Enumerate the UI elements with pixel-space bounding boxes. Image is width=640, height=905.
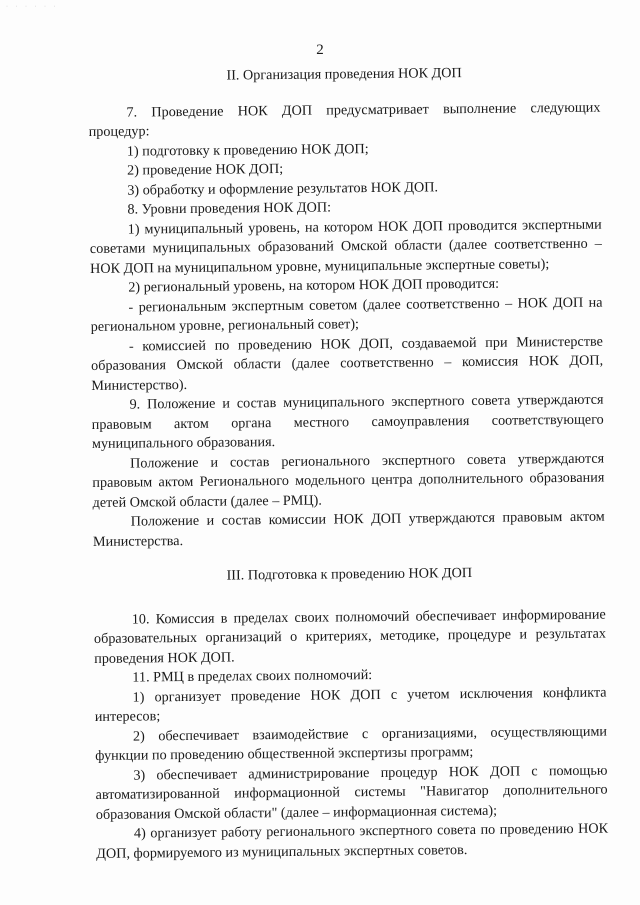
paragraph-11: 11. РМЦ в пределах своих полномочий: xyxy=(132,667,373,686)
list-item: 2) обеспечивает взаимодействие с организациями, осуществляющими функции по проведению общественной экспертизы программ; xyxy=(95,723,608,764)
list-item: 2) проведение НОК ДОП; xyxy=(126,160,284,179)
paragraph-7: 7. Проведение НОК ДОП предусматривает выполнение следующих процедур: xyxy=(88,99,601,140)
list-item: 3) обеспечивает администрирование процедур НОК ДОП с помощью автоматизированной информационной системы "Навигатор дополнительного образования Омской области" (далее – информационная система); xyxy=(95,762,608,823)
paragraph: Положение и состав комиссии НОК ДОП утверждаются правовым актом Министерства. xyxy=(92,508,605,550)
list-item: 2) региональный уровень, на котором НОК ДОП проводится: xyxy=(128,275,500,296)
list-item: 1) организует проведение НОК ДОП с учетом исключения конфликта интересов; xyxy=(94,684,607,725)
document-body xyxy=(88,63,608,864)
paragraph-8: 8. Уровни проведения НОК ДОП: xyxy=(127,199,332,218)
section-heading-3: III. Подготовка к проведению НОК ДОП xyxy=(226,565,473,584)
list-item: - комиссией по проведению НОК ДОП, создаваемой при Министерстве образования Омской области (далее соответственно – комиссия НОК ДОП, Министерство). xyxy=(91,333,604,394)
section-heading-2: II. Организация проведения НОК ДОП xyxy=(226,65,462,84)
paragraph: Положение и состав регионального экспертного совета утверждаются правовым актом Регионального модельного центра дополнительного образования детей Омской области (далее – РМЦ). xyxy=(92,450,605,511)
paragraph-9: 9. Положение и состав муниципального экспертного совета утверждаются правовым актом органа местного самоуправления соответствующего муниципального образования. xyxy=(91,391,604,452)
page-number: 2 xyxy=(316,42,324,58)
list-item: 1) подготовку к проведению НОК ДОП; xyxy=(126,140,369,160)
paragraph-10: 10. Комиссия в пределах своих полномочий обеспечивает информирование образовательных организаций о критериях, методике, процедуре и результатах проведения НОК ДОП. xyxy=(93,606,607,667)
list-item: - региональным экспертным советом (далее соответственно – НОК ДОП на региональном уровне, региональный совет); xyxy=(90,294,603,335)
scan-artifact: · · · · · · xyxy=(6,4,59,10)
list-item: 1) муниципальный уровень, на котором НОК ДОП проводится экспертными советами муниципальных образований Омской области (далее соответственно – НОК ДОП на муниципальном уровне, муниципальные экспертные советы); xyxy=(89,216,602,277)
list-item: 3) обработку и оформление результатов НОК ДОП. xyxy=(127,178,439,199)
list-item: 4) организует работу регионального экспертного совета по проведению НОК ДОП, формируемого из муниципальных экспертных советов. xyxy=(96,820,609,862)
